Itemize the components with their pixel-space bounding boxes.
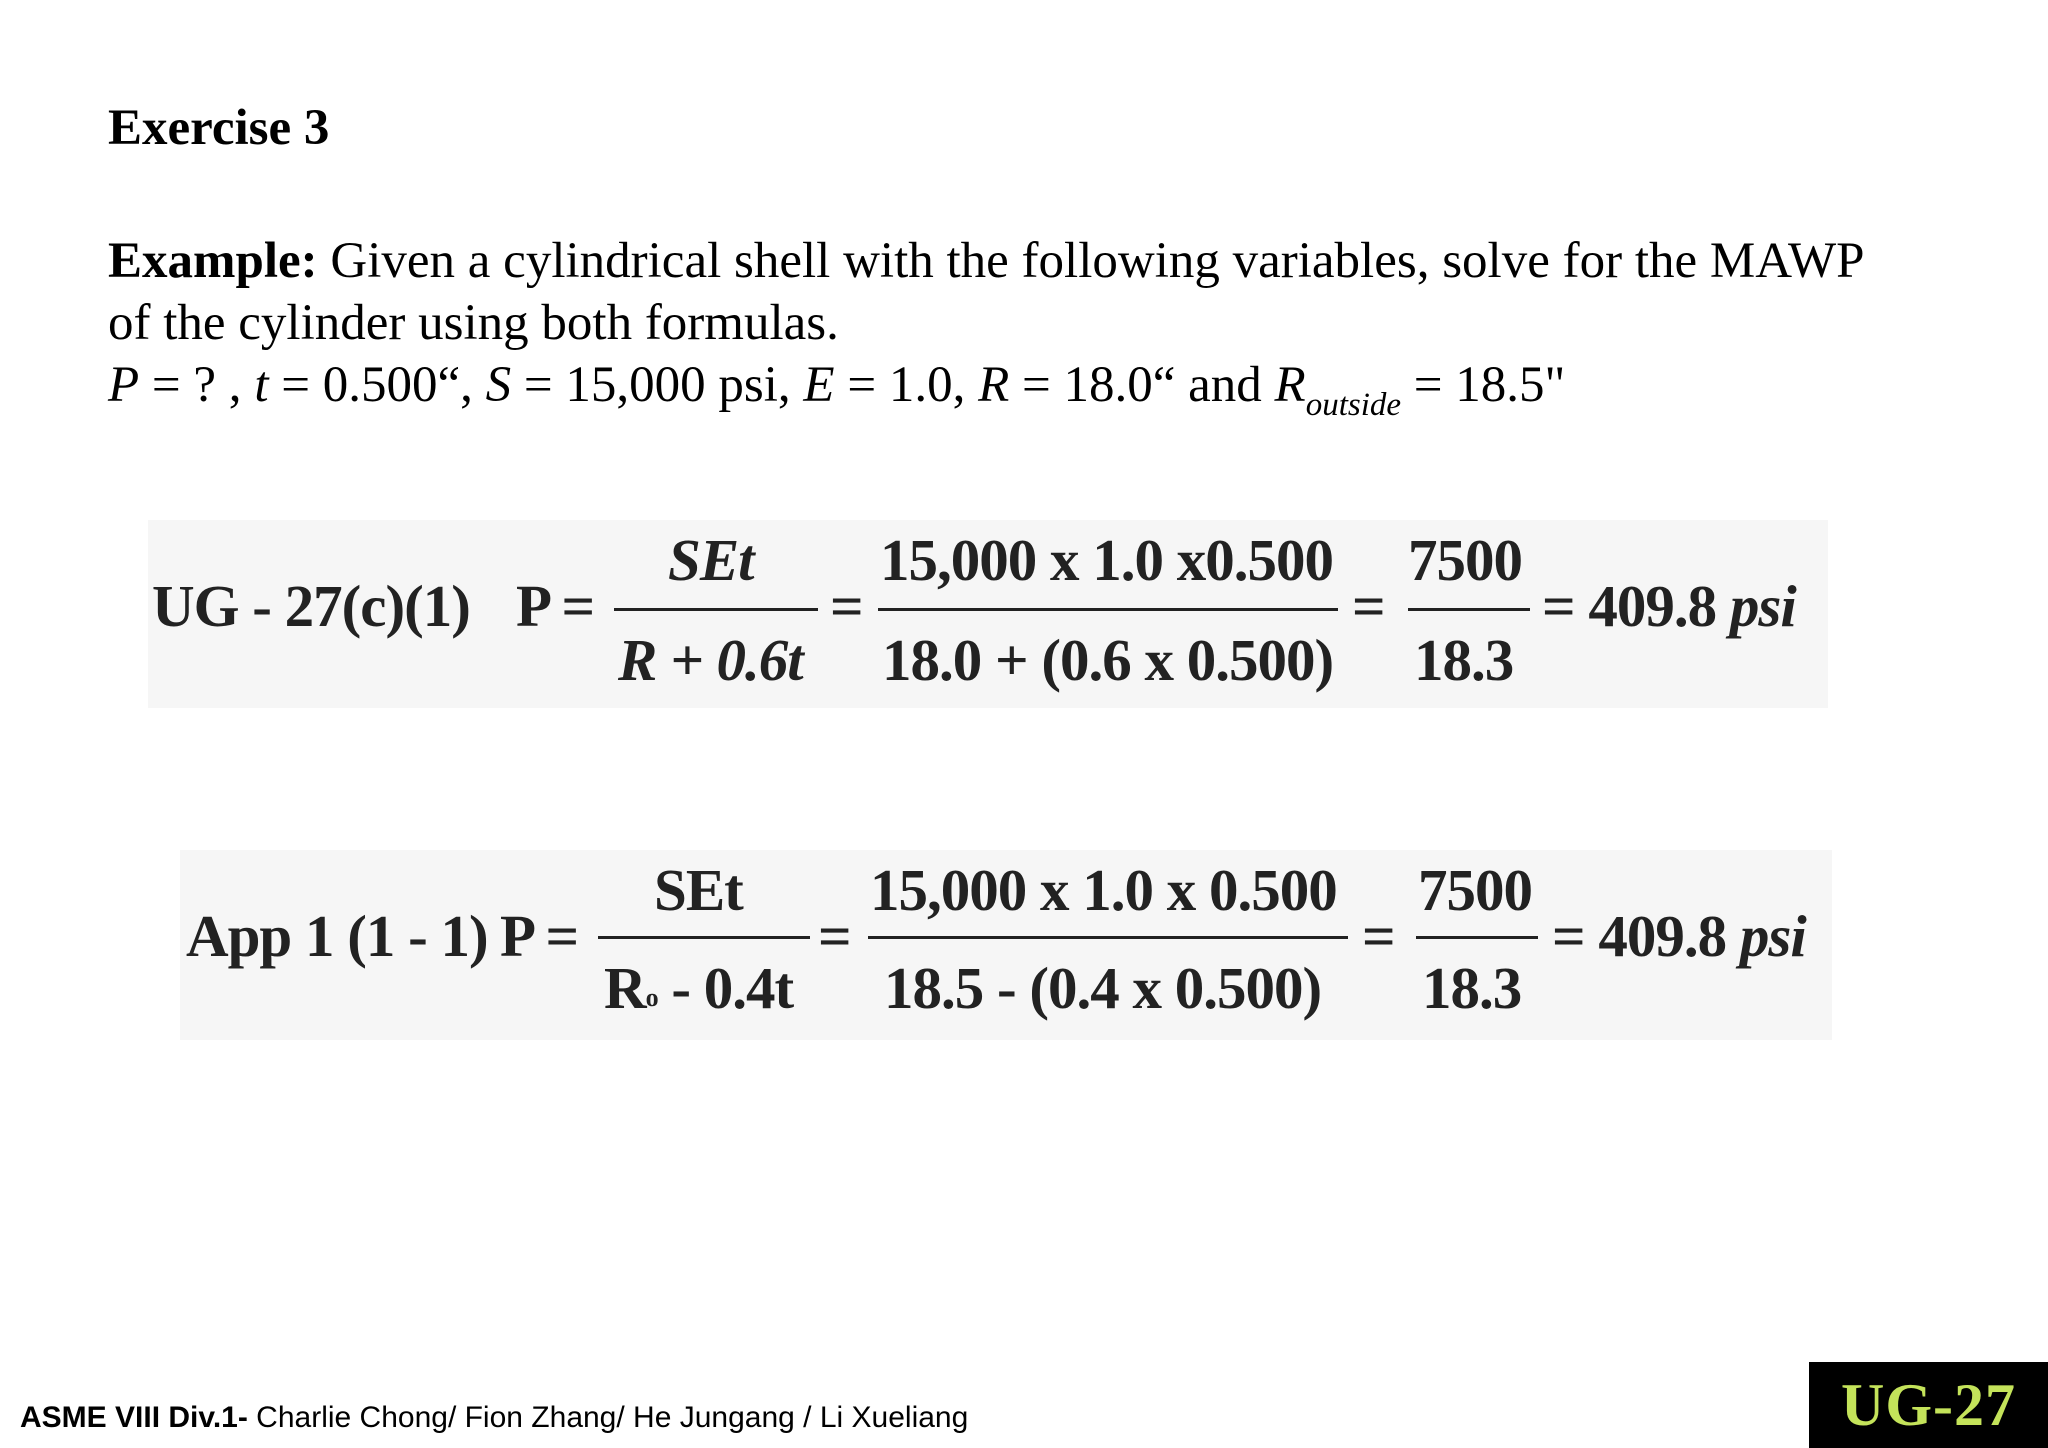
var-s-symbol: S <box>485 357 512 413</box>
equation-app1-f1-den-sub: o <box>645 983 658 1012</box>
var-t-symbol: t <box>254 357 269 413</box>
equation-ug27-result-value: = 409.8 <box>1542 573 1717 639</box>
footer-bold: ASME VIII Div.1- <box>20 1401 248 1434</box>
equation-ug27-f2-den: 18.0 + (0.6 x 0.500) <box>882 627 1334 693</box>
equation-app1-f1-num: SEt <box>654 857 743 923</box>
var-p-symbol: P <box>108 357 140 413</box>
equation-ug27-f2-num: 15,000 x 1.0 x0.500 <box>880 527 1333 593</box>
equation-app1-eq1: = <box>818 903 851 969</box>
equation-ug27-eq1: = <box>830 573 863 639</box>
equation-app1-f3-num: 7500 <box>1418 857 1532 923</box>
section-badge <box>1809 1362 2048 1448</box>
var-p-value: = ? , <box>139 357 255 413</box>
equation-ug27-f1-den-text: R + 0.6t <box>618 627 803 693</box>
equation-app1-f2-bar <box>868 936 1348 939</box>
var-ro-symbol: R <box>1274 357 1306 413</box>
example-lead: Example: <box>108 233 318 289</box>
equation-app1-lhs: P = <box>500 903 579 969</box>
var-e-value: = 1.0, <box>834 357 979 413</box>
equation-ug27-f3-num: 7500 <box>1408 527 1522 593</box>
equation-app1-f1-den <box>604 956 793 1030</box>
var-e-symbol: E <box>803 357 835 413</box>
equation-app1-eq2: = <box>1362 903 1395 969</box>
var-ro-subscript: outside <box>1305 387 1402 423</box>
var-ro-value: = 18.5" <box>1401 357 1566 413</box>
equation-ug27-f3-den: 18.3 <box>1414 627 1514 693</box>
equation-app1-result-unit: psi <box>1739 903 1806 969</box>
equation-ug27-label: UG - 27(c)(1) <box>152 573 470 639</box>
equation-app1-f3-den: 18.3 <box>1422 955 1522 1021</box>
equation-app1-f2-den: 18.5 - (0.4 x 0.500) <box>884 955 1322 1021</box>
equation-app1-label: App 1 (1 - 1) <box>186 903 488 969</box>
equation-app1-f1-bar <box>598 936 810 939</box>
var-r-symbol: R <box>978 357 1010 413</box>
var-t-value: = 0.500“, <box>268 357 486 413</box>
footer-authors: Charlie Chong/ Fion Zhang/ He Jungang / Li Xueliang <box>247 1401 969 1434</box>
section-badge-label: UG-27 <box>1841 1371 2016 1438</box>
footer-credit <box>20 1400 968 1436</box>
example-line-1-text: Given a cylindrical shell with the following variables, solve for the MAWP <box>317 233 1865 289</box>
equation-app1-f3-bar <box>1416 936 1538 939</box>
var-s-value: = 15,000 psi, <box>511 357 804 413</box>
equation-app1-result-value: = 409.8 <box>1552 903 1727 969</box>
equation-ug27-eq2: = <box>1352 573 1385 639</box>
equation-app1-result <box>1552 904 1806 968</box>
equation-ug27-lhs: P = <box>516 573 595 639</box>
slide-title: Exercise 3 <box>108 100 330 156</box>
equation-ug27-result-unit: psi <box>1729 573 1796 639</box>
equation-app1-f2-num: 15,000 x 1.0 x 0.500 <box>870 857 1337 923</box>
var-r-value: = 18.0“ and <box>1009 357 1275 413</box>
equation-app1-f1-den-rest: - 0.4t <box>657 955 794 1021</box>
equation-app1-f1-den-r: R <box>604 955 646 1021</box>
example-line-2: of the cylinder using both formulas. <box>108 295 839 351</box>
equation-ug27-f1-num-text: SEt <box>668 527 754 593</box>
